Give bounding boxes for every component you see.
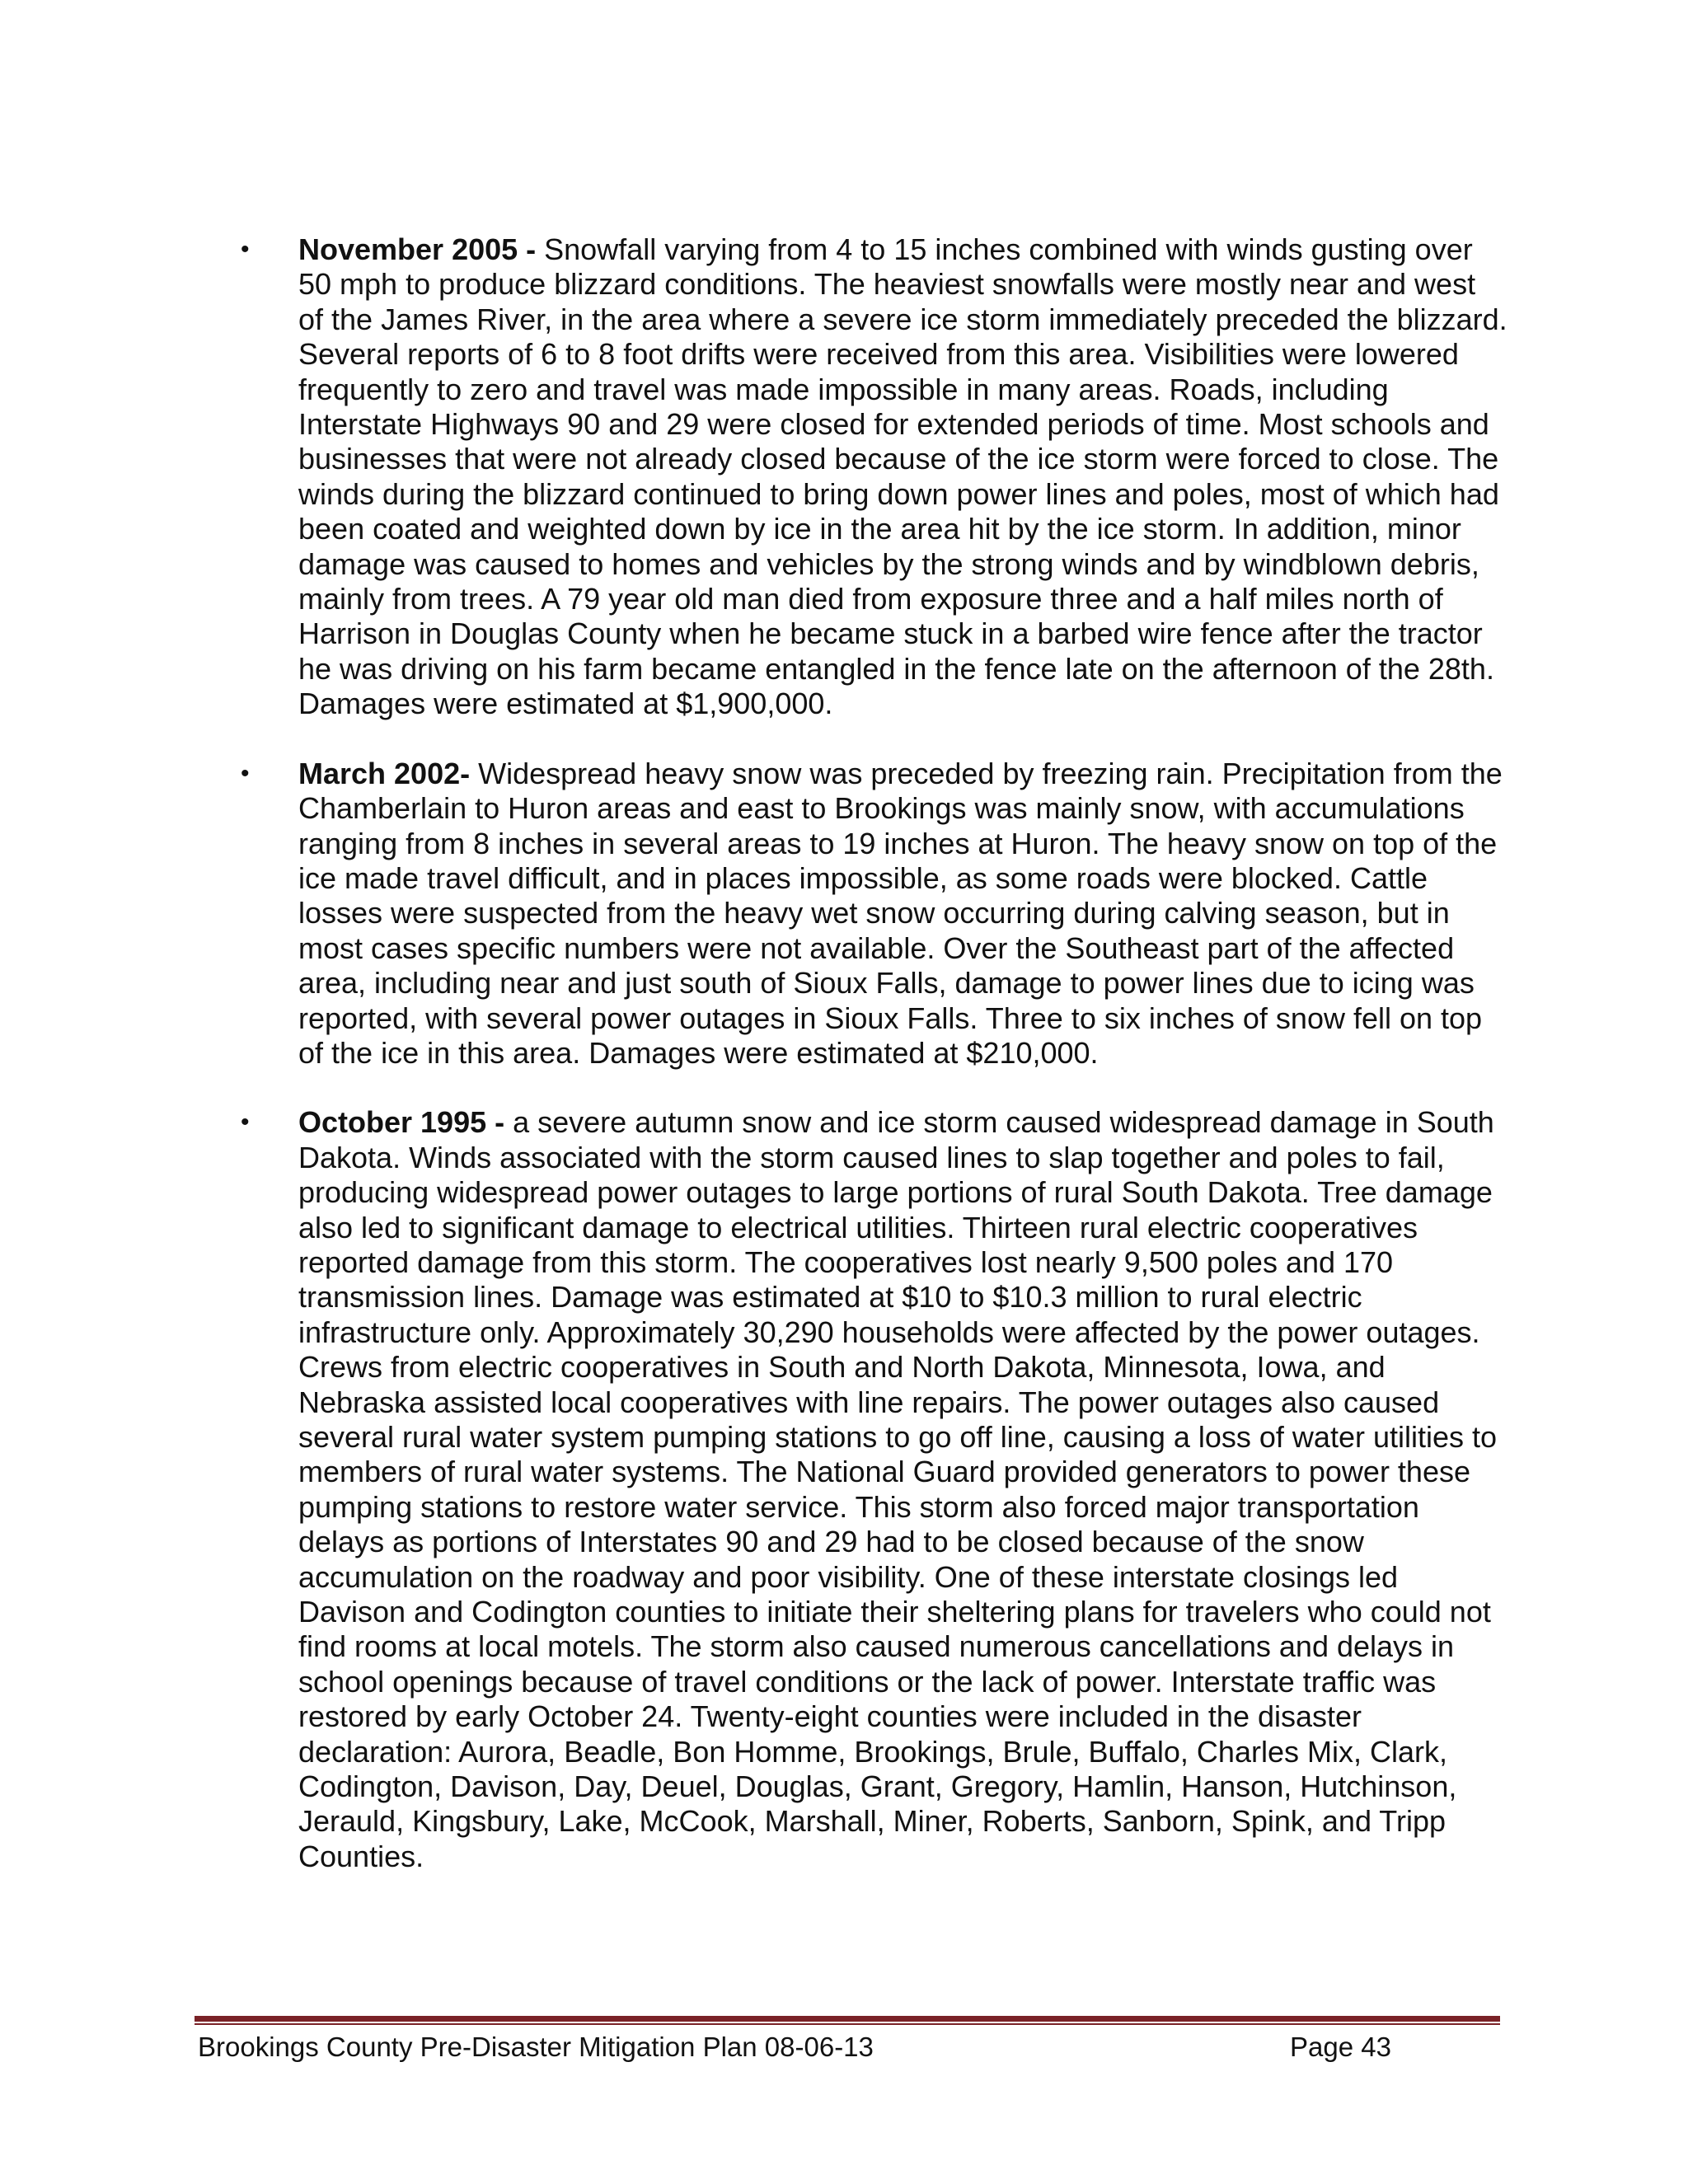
event-description: a severe autumn snow and ice storm caused widespread damage in South Dakota. Winds associated with the storm caused lines to slap together and poles to fail, producing widespread power outages to large portions of rural South Dakota. Tree damage also led to significant damage to electrical utilities. Thirteen rural electric cooperatives reported damage from this storm. The cooperatives lost nearly 9,500 poles and 170 transmission lines. Damage was estimated at $10 to $10.3 million to rural electric infrastructure only. Approximately 30,290 households were affected by the power outages. Crews from electric cooperatives in South and North Dakota, Minnesota, Iowa, and Nebraska assisted local cooperatives with line repairs. The power outages also caused several rural water system pumping stations to go off line, causing a loss of water utilities to members of rural water systems. The National Guard provided generators to power these pumping stations to restore water service. This storm also forced major transportation delays as portions of Interstates 90 and 29 had to be closed because of the snow accumulation on the roadway and poor visibility. One of these interstate closings led Davison and Codington counties to initiate their sheltering plans for travelers who could not find rooms at local motels. The storm also caused numerous cancellations and delays in school openings because of travel conditions or the lack of power. Interstate traffic was restored by early October 24. Twenty-eight counties were included in the disaster declaration: Aurora, Beadle, Bon Homme, Brookings, Brule, Buffalo, Charles Mix, Clark, Codington, Davison, Day, Deuel, Douglas, Grant, Gregory, Hamlin, Hanson, Hutchinson, Jerauld, Kingsbury, Lake, McCook, Marshall, Miner, Roberts, Sanborn, Spink, and Tripp Counties.	[298, 1105, 1498, 1873]
bullet-icon: •	[241, 236, 250, 263]
event-date: March 2002-	[298, 756, 471, 790]
event-date: November 2005 -	[298, 232, 537, 266]
bullet-icon: •	[241, 1108, 250, 1137]
event-text	[298, 1105, 1508, 1874]
page-number: Page 43	[1290, 2032, 1391, 2062]
footer-divider-thick	[195, 2016, 1500, 2022]
event-text	[298, 757, 1508, 1071]
event-item-nov-2005	[241, 232, 1508, 722]
document-body	[241, 232, 1508, 1909]
event-item-mar-2002	[241, 756, 1508, 1071]
event-item-oct-1995	[241, 1105, 1508, 1874]
event-date: October 1995 -	[298, 1105, 505, 1140]
event-description: Widespread heavy snow was preceded by freezing rain. Precipitation from the Chamberlain to Huron areas and east to Brookings was mainly snow, with accumulations ranging from 8 inches in several areas to 19 inches at Huron. The heavy snow on top of the ice made travel difficult, and in places impossible, as some roads were blocked. Cattle losses were suspected from the heavy wet snow occurring during calving season, but in most cases specific numbers were not available. Over the Southeast part of the affected area, including near and just south of Sioux Falls, damage to power lines due to icing was reported, with several power outages in Sioux Falls. Three to six inches of snow fell on top of the ice in this area. Damages were estimated at $210,000.	[298, 756, 1503, 1070]
footer-divider-thin	[195, 2023, 1500, 2025]
footer-divider	[195, 2016, 1500, 2026]
event-text	[298, 232, 1508, 722]
event-description: Snowfall varying from 4 to 15 inches combined with winds gusting over 50 mph to produce blizzard conditions. The heaviest snowfalls were mostly near and west of the James River, in the area where a severe ice storm immediately preceded the blizzard. Several reports of 6 to 8 foot drifts were received from this area. Visibilities were lowered frequently to zero and travel was made impossible in many areas. Roads, including Interstate Highways 90 and 29 were closed for extended periods of time. Most schools and businesses that were not already closed because of the ice storm were forced to close. The winds during the blizzard continued to bring down power lines and poles, most of which had been coated and weighted down by ice in the area hit by the ice storm. In addition, minor damage was caused to homes and vehicles by the strong winds and by windblown debris, mainly from trees. A 79 year old man died from exposure three and a half miles north of Harrison in Douglas County when he became stuck in a barbed wire fence after the tractor he was driving on his farm became entangled in the fence late on the afternoon of the 28th. Damages were estimated at $1,900,000.	[298, 232, 1507, 721]
bullet-icon: •	[241, 759, 250, 787]
footer-title: Brookings County Pre-Disaster Mitigation Plan 08-06-13	[198, 2032, 874, 2062]
